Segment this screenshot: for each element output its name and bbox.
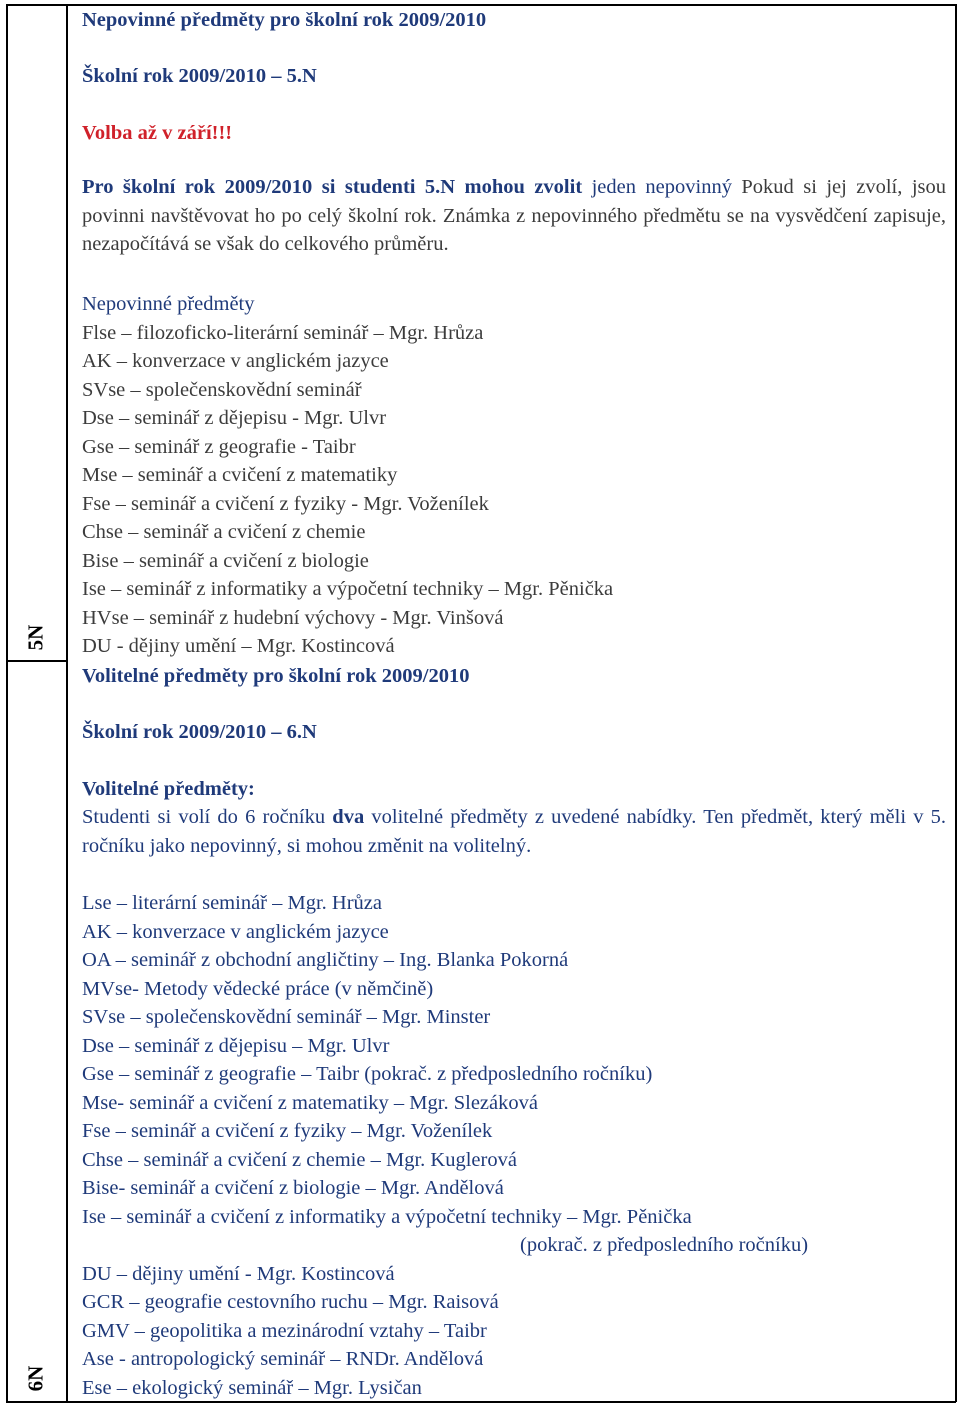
section5-list-title: Nepovinné předměty — [82, 293, 255, 315]
list-item: GMV – geopolitika a mezinárodní vztahy – Taibr — [82, 1320, 487, 1342]
intro-mid-part: jeden nepovinný — [582, 176, 732, 198]
intro-rest-part: Pokud si jej zvolí, jsou povinni navštěvovat ho po celý školní rok. Známka z nepovinného předmětu se na vysvědčení zapisuje, nezapočítává se však do celkového průměru. — [82, 176, 946, 255]
list-item: Ise – seminář a cvičení z informatiky a výpočetní techniky – Mgr. Pěnička — [82, 1206, 692, 1228]
border-divider — [66, 4, 68, 1402]
list-item: Bise – seminář a cvičení z biologie — [82, 550, 369, 572]
list-item: Fse – seminář a cvičení z fyziky - Mgr. Voženílek — [82, 493, 489, 515]
list-item: AK – konverzace v anglickém jazyce — [82, 350, 389, 372]
list-item: Dse – seminář z dějepisu - Mgr. Ulvr — [82, 407, 387, 429]
list-item: Gse – seminář z geografie - Taibr — [82, 436, 356, 458]
row-label-6n — [6, 661, 66, 1391]
list-item: Dse – seminář z dějepisu – Mgr. Ulvr — [82, 1035, 390, 1057]
list-item: AK – konverzace v anglickém jazyce — [82, 921, 389, 943]
row-label-5n — [6, 4, 66, 650]
list-item: Fse – seminář a cvičení z fyziky – Mgr. Voženílek — [82, 1120, 493, 1142]
list-item: Ase - antropologický seminář – RNDr. Andělová — [82, 1348, 484, 1370]
intro-first-part: Studenti si volí do 6 ročníku — [82, 806, 333, 828]
list-item-continuation: (pokrač. z předposledního ročníku) — [520, 1234, 809, 1256]
intro-rest-part: volitelné předměty z uvedené nabídky. Ten předmět, který měli v 5. ročníku jako nepovinný, si mohou změnit na volitelný. — [82, 806, 946, 857]
intro-bold-part: dva — [332, 806, 365, 828]
section6-heading: Volitelné předměty pro školní rok 2009/2010 — [82, 665, 470, 687]
row-label-5n-text: 5N — [23, 624, 48, 651]
list-item: Ese – ekologický seminář – Mgr. Lysičan — [82, 1377, 422, 1399]
list-item: DU - dějiny umění – Mgr. Kostincová — [82, 635, 395, 657]
section6-intro — [82, 803, 946, 860]
list-item: GCR – geografie cestovního ruchu – Mgr. Raisová — [82, 1291, 499, 1313]
list-item: Ise – seminář z informatiky a výpočetní techniky – Mgr. Pěnička — [82, 578, 614, 600]
list-item: OA – seminář z obchodní angličtiny – Ing. Blanka Pokorná — [82, 949, 569, 971]
list-item: Bise- seminář a cvičení z biologie – Mgr. Andělová — [82, 1177, 504, 1199]
list-item: Gse – seminář z geografie – Taibr (pokrač. z předposledního ročníku) — [82, 1063, 653, 1085]
section6-year: Školní rok 2009/2010 – 6.N — [82, 721, 317, 743]
section5-heading: Nepovinné předměty pro školní rok 2009/2010 — [82, 9, 487, 31]
section5-intro — [82, 173, 946, 259]
list-item: HVse – seminář z hudební výchovy - Mgr. Vinšová — [82, 607, 504, 629]
list-item: SVse – společenskovědní seminář – Mgr. Minster — [82, 1006, 491, 1028]
border-top — [6, 4, 956, 6]
section5-notice: Volba až v září!!! — [82, 122, 233, 144]
list-item: Mse – seminář a cvičení z matematiky — [82, 464, 398, 486]
list-item: MVse- Metody vědecké práce (v němčině) — [82, 978, 434, 1000]
list-item: Lse – literární seminář – Mgr. Hrůza — [82, 892, 383, 914]
border-right — [955, 4, 957, 1402]
border-bottom — [6, 1401, 956, 1403]
section6-list-title: Volitelné předměty: — [82, 778, 255, 800]
section5-year: Školní rok 2009/2010 – 5.N — [82, 65, 317, 87]
list-item: Chse – seminář a cvičení z chemie – Mgr. Kuglerová — [82, 1149, 517, 1171]
list-item: Mse- seminář a cvičení z matematiky – Mgr. Slezáková — [82, 1092, 538, 1114]
list-item: DU – dějiny umění - Mgr. Kostincová — [82, 1263, 395, 1285]
list-item: Chse – seminář a cvičení z chemie — [82, 521, 366, 543]
row-label-6n-text: 6N — [23, 1365, 48, 1392]
intro-bold-part: Pro školní rok 2009/2010 si studenti 5.N mohou zvolit — [82, 176, 583, 198]
list-item: Flse – filozoficko-literární seminář – Mgr. Hrůza — [82, 322, 484, 344]
list-item: SVse – společenskovědní seminář — [82, 379, 362, 401]
